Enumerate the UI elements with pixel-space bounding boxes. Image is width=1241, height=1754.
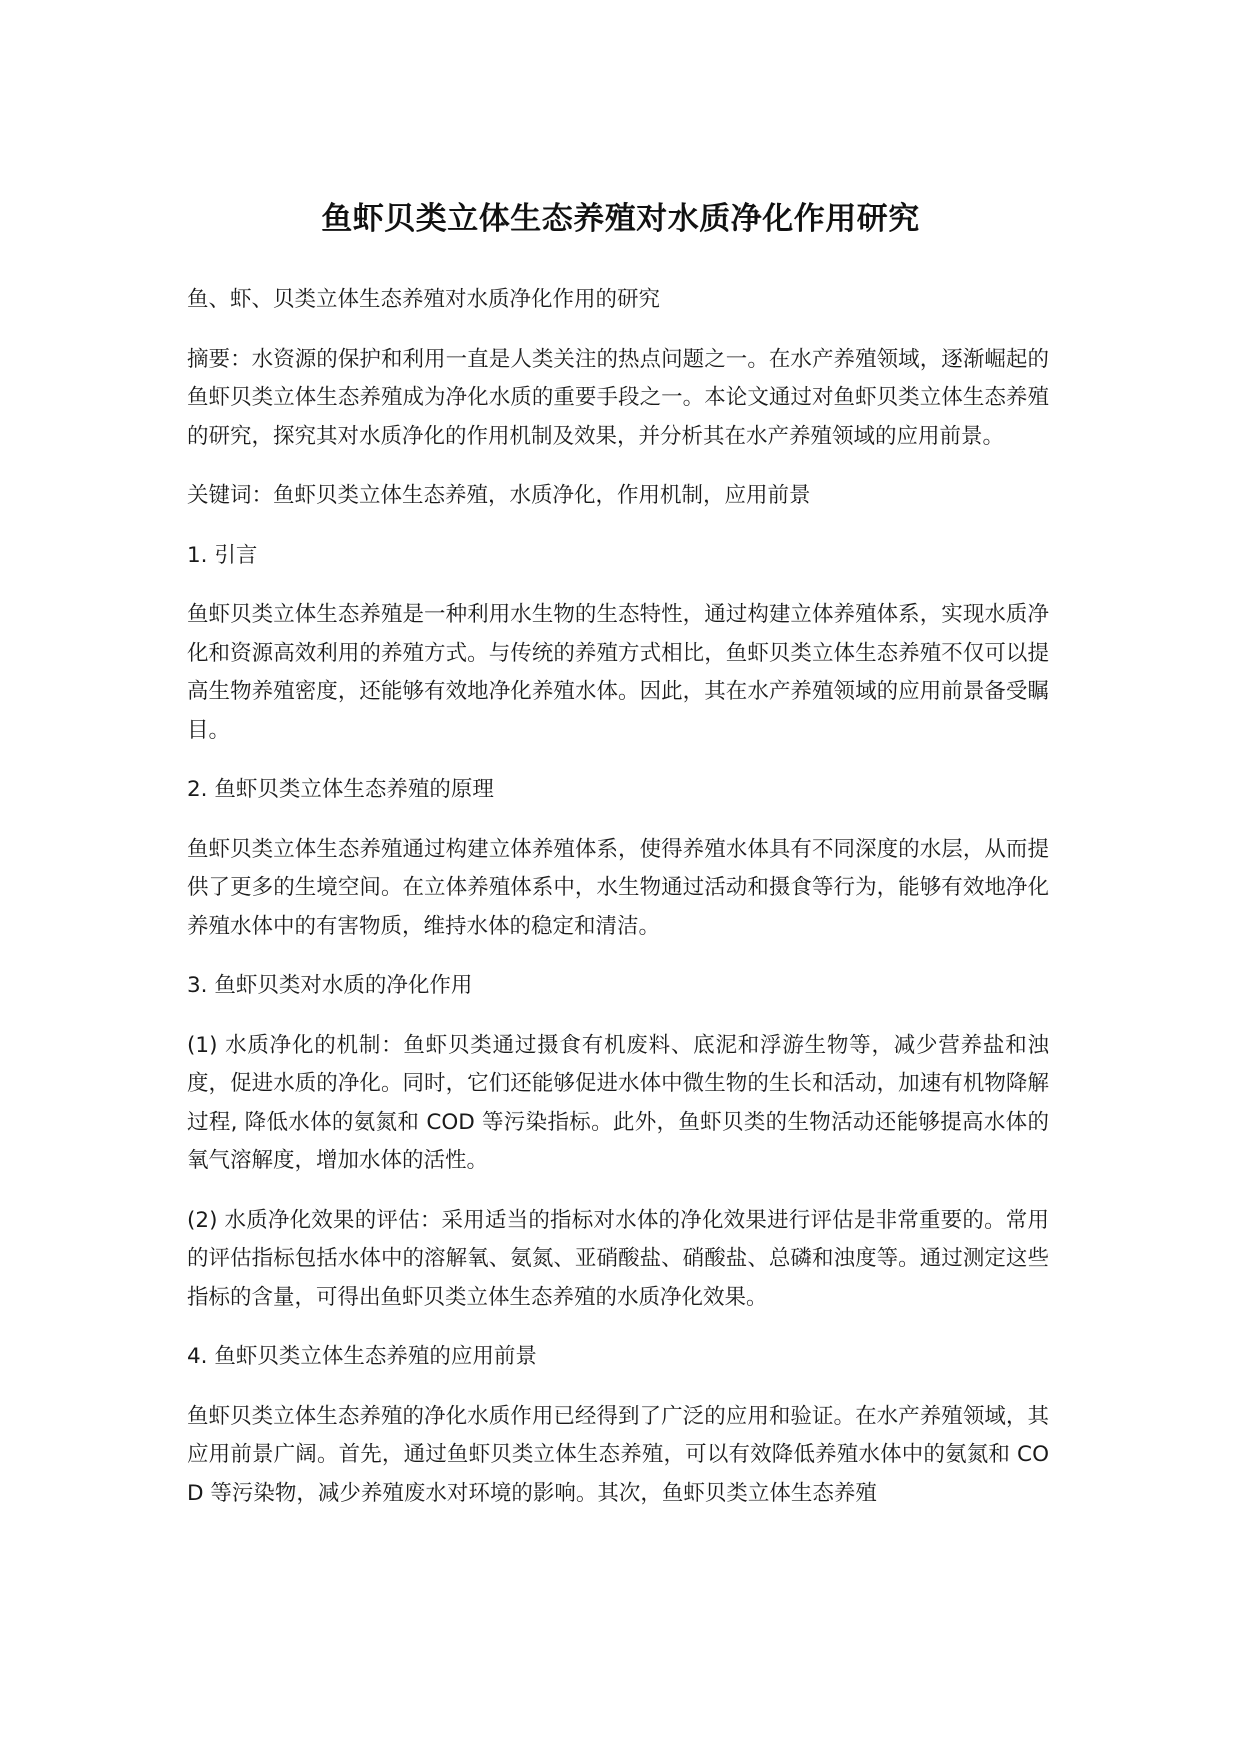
body-paragraph: (2) 水质净化效果的评估：采用适当的指标对水体的净化效果进行评估是非常重要的。常用的评估指标包括水体中的溶解氧、氨氮、亚硝酸盐、硝酸盐、总磷和浊度等。通过测定这些指标的含量，可得出鱼虾贝类立体生态养殖的水质净化效果。	[187, 1207, 1049, 1310]
body-paragraph: (1) 水质净化的机制：鱼虾贝类通过摄食有机废料、底泥和浮游生物等，减少营养盐和浊度，促进水质的净化。同时，它们还能够促进水体中微生物的生长和活动，加速有机物降解过程, 降低水体的氨氮和 COD 等污染指标。此外，鱼虾贝类的生物活动还能够提高水体的氧气溶解度，增加水体的活性。	[187, 1032, 1049, 1173]
body-paragraph: 鱼虾贝类立体生态养殖的净化水质作用已经得到了广泛的应用和验证。在水产养殖领域，其应用前景广阔。首先，通过鱼虾贝类立体生态养殖，可以有效降低养殖水体中的氨氮和 COD 等污染物，减少养殖废水对环境的影响。其次，鱼虾贝类立体生态养殖	[187, 1403, 1049, 1506]
section-heading-1: 1. 引言	[187, 542, 258, 568]
body-paragraph: 鱼虾贝类立体生态养殖是一种利用水生物的生态特性，通过构建立体养殖体系，实现水质净化和资源高效利用的养殖方式。与传统的养殖方式相比，鱼虾贝类立体生态养殖不仅可以提高生物养殖密度，还能够有效地净化养殖水体。因此，其在水产养殖领域的应用前景备受瞩目。	[187, 602, 1049, 743]
abstract-paragraph: 摘要：水资源的保护和利用一直是人类关注的热点问题之一。在水产养殖领域，逐渐崛起的鱼虾贝类立体生态养殖成为净化水质的重要手段之一。本论文通过对鱼虾贝类立体生态养殖的研究，探究其对水质净化的作用机制及效果，并分析其在水产养殖领域的应用前景。	[187, 346, 1049, 449]
body-paragraph: 鱼虾贝类立体生态养殖通过构建立体养殖体系，使得养殖水体具有不同深度的水层，从而提供了更多的生境空间。在立体养殖体系中，水生物通过活动和摄食等行为，能够有效地净化养殖水体中的有害物质，维持水体的稳定和清洁。	[187, 836, 1049, 939]
document-body	[187, 281, 1049, 1534]
section-heading-2: 2. 鱼虾贝类立体生态养殖的原理	[187, 777, 494, 802]
section-heading-4: 4. 鱼虾贝类立体生态养殖的应用前景	[187, 1344, 537, 1369]
subtitle-paragraph: 鱼、虾、贝类立体生态养殖对水质净化作用的研究	[187, 287, 661, 312]
keywords-paragraph: 关键词：鱼虾贝类立体生态养殖，水质净化，作用机制，应用前景	[187, 483, 811, 508]
document-title: 鱼虾贝类立体生态养殖对水质净化作用研究	[321, 200, 920, 237]
section-heading-3: 3. 鱼虾贝类对水质的净化作用	[187, 973, 473, 998]
